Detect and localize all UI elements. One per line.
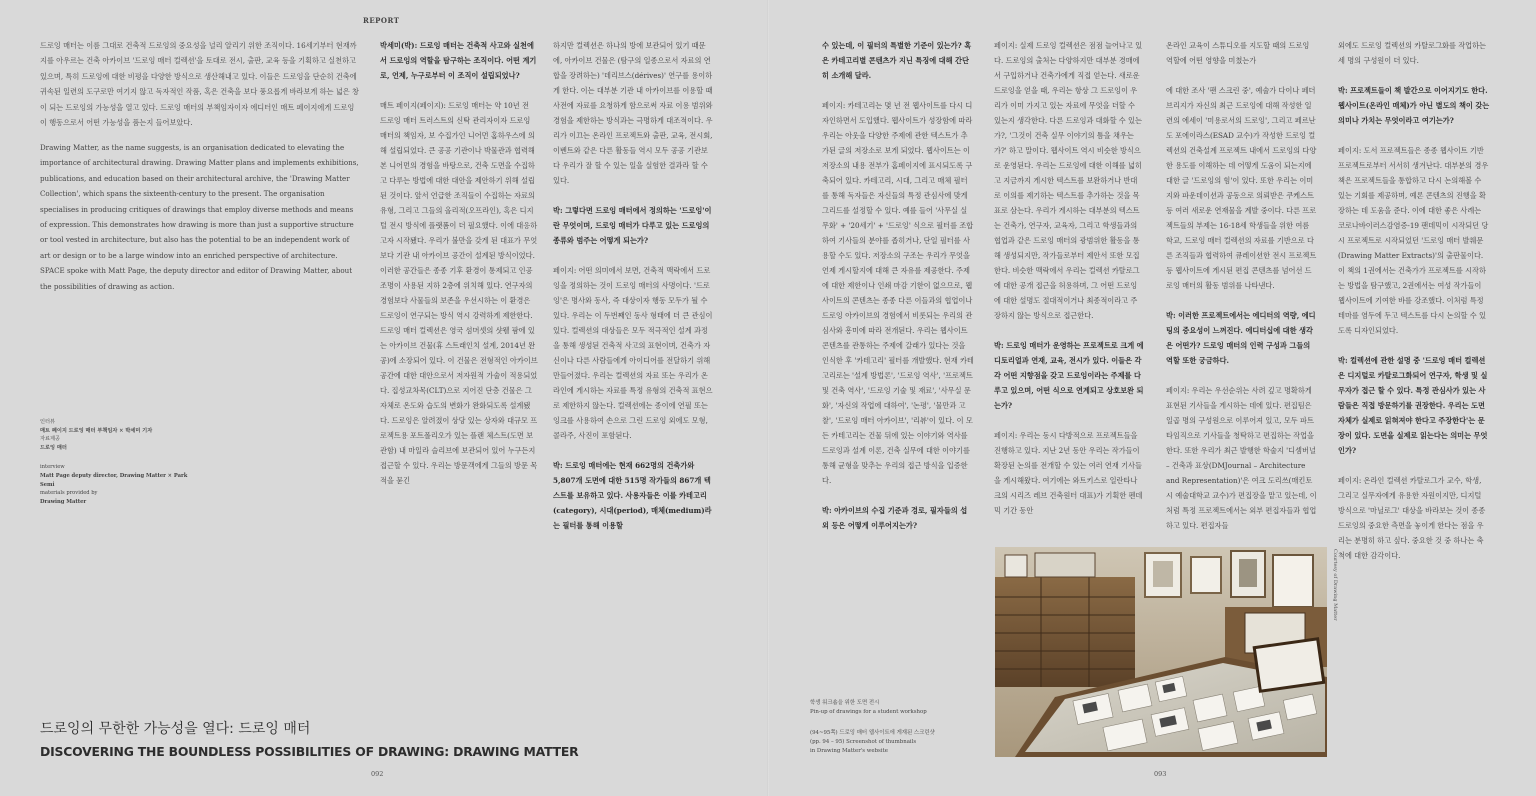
credits-block xyxy=(40,418,200,506)
caption-2-en-2: in Drawing Matter's website xyxy=(810,747,888,754)
answer-paragraph: 에 대한 조사 '팬 스크린 중', 예술가 다이나 페더브리지가 자신의 최근 드로잉에 대해 작성한 일련의 에세이 '미용로서의 드로잉', 그리고 페르난도 포에이라스(ESAD 교수)가 작성한 드로잉 컬렉션의 건축설계 프로젝트 내에서 드로잉의 다양한 용도를 이해하는 데 어떻게 도움이 되는지에 대한 글 '드로잉의 힘'이 있다. 또한 우리는 이미지와 파운데이션과 공동으로 의뢰받은 쿠케스트 등 여러 새로운 연재물을 계발 중이다. 다른 프로젝트들의 부제는 16-18세 학생들을 위한 여름 학교, 드로잉 매터 컬렉션의 자료를 기반으로 다른 조직들과 협력하여 큐레이션한 전시 프로젝트 등 웹사이트에 게시된 편집 콘텐츠를 넘어선 드로잉 매터의 활동 범위를 나타낸다. xyxy=(1166,86,1317,290)
answer-paragraph: 매트 페이지(페이지): 드로잉 매터는 약 10년 전 드로잉 매터 트러스트의 신탁 관리자이자 드로잉 매터의 책임자, 보 수집가인 니어먼 홈하우스에 의해 설립되었다. 큰 공공 기관이나 박물관과 협력해본 니어먼의 경험을 바탕으로, 건축 도면을 수집하고 다루는 방법에 대한 대안을 제안하기 위해 설립된 것이다. 앞서 언급한 조직들이 수집하는 자료의 유형, 그리고 그들의 올리적(오프라인), 혹은 디지털 전시 방식에 플랫폼이 더 필요했다. 이에 대응하고자 시작됐다. 우리가 불만을 갖게 된 대표가 무엇보다 기관 내 아카이브 공간이 설계된 방식이었다. 이러한 공간들은 종종 기후 환경이 통제되고 인공 조명이 사용된 지하 2층에 위치해 있다. 연구자의 경험보다 사물들의 보존을 우선시하는 이 환경은 드로잉이 연구되는 방식 역시 강력하게 제한한다. 드로잉 매터 컬렉션은 영국 섬머셋의 샷웰 팜에 있는 아카이브 건물(휴 스트래인치 설계, 2014년 완공)에 소장되어 있다. 이 건물은 전형적인 아카이브 공간에 대한 대안으로서 저자원적 가술이 적용되었다. 집성교차목(CLT)으로 지어진 단층 건물은 그 자체로 온도와 습도의 변화가 완화되도록 설계됐다. 드로잉은 알려졌이 상당 있는 상자와 대규모 프로젝트용 포트폴리오가 있는 플랜 체스트(도면 보관함) 내 마일라 슬리브에 보관되어 있어 누구든지 접근할 수 있다. 우리는 방문객에게 그들의 방문 목적을 묻긴 xyxy=(380,101,538,485)
credit-ko-people: 매트 페이지 드로잉 매터 부책임자 × 박세미 기자 xyxy=(40,427,153,434)
answer-paragraph: 하지만 컬렉션은 하나의 방에 보관되어 있기 때문에, 아카이브 건물은 (탐구의 일종으로서 자료의 연합을 장려하는) '데리브스(dérives)' 연구를 용이하게 한다. 이는 대부분 기관 내 아카이브를 이용할 때 사전에 자료를 요청하게 함으로써 자료 이용 범위와 경험을 제한하는 방식과는 극명하게 대조적이다. 우리가 이끄는 온라인 프로젝트와 출판, 교육, 전시회, 이벤트와 같은 다른 활동들 역시 모두 공공 기관보다 우리가 잘 할 수 있는 일을 실험한 결과라 할 수 있다. xyxy=(553,41,713,185)
credit-en-provider: Drawing Matter xyxy=(40,498,87,505)
answer-paragraph: 페이지: 도서 프로젝트들은 종종 웹사이트 기반 프로젝트로부터 서서히 생겨난다. 대부분의 경우 책은 프로젝트들을 통합하고 다시 논의해볼 수 있는 기회를 제공하며, 예론 콘텐츠의 진행을 확장하는 데 도움을 준다. 이에 대한 좋은 사례는 코로나바이러스감염증-19 팬데믹이 시작되던 당시 프로젝트로 시작되었던 '드로잉 매터 발췌문(Drawing Matter Extracts)'의 출판물이다. 이 책의 1권에서는 건축가가 프로젝트를 시작하는 방법을 탐구했고, 2권에서는 여성 작가들이 웹사이트에 기여한 바를 강조했다. 이처럼 특정 테마를 염두에 두고 텍스트를 다시 논의할 수 있도록 디자인되었다. xyxy=(1338,146,1489,335)
archive-room-photo xyxy=(995,547,1327,757)
photo-illustration xyxy=(995,547,1327,757)
spread-gutter xyxy=(767,0,769,796)
caption-2 xyxy=(810,729,970,755)
question-paragraph: 박: 그렇다면 드로잉 매터에서 정의하는 '드로잉'이란 무엇이며, 드로잉 매터가 다루고 있는 드로잉의 종류와 범주는 어떻게 되는가? xyxy=(553,206,712,245)
page-number-right: 093 xyxy=(1154,770,1167,778)
title-korean: 드로잉의 무한한 가능성을 열다: 드로잉 매터 xyxy=(40,721,311,737)
caption-1 xyxy=(810,699,970,717)
question-paragraph: 박: 아카이브의 수집 기준과 경로, 필자들의 섭외 등은 어떻게 이루어지는가? xyxy=(822,506,968,530)
caption-2-ko: (94~95쪽) 드로잉 매터 웹사이트에 게재된 스크린샷 xyxy=(810,730,935,736)
text-column-5 xyxy=(1166,38,1318,530)
caption-1-en: Pin-up of drawings for a student workshop xyxy=(810,708,927,715)
caption-2-en-1: (pp. 94 – 95) Screenshot of thumbnails xyxy=(810,738,917,745)
question-paragraph: 박: 프로젝트들이 책 발간으로 이어지기도 한다. 웹사이트(온라인 매체)가 아닌 별도의 책이 갖는 의미나 가치는 무엇이라고 여기는가? xyxy=(1338,86,1490,125)
answer-paragraph: 페이지: 우리는 동시 다방적으로 프로젝트들을 진행하고 있다. 지난 2년 동안 우리는 작가들이 확장된 논의를 전개할 수 있는 여러 연재 기사들을 게시해왔다. 여기에는 와트키스로 일란타나크의 시리즈 레브 건축원터 대표)가 기획한 펜데믹 기간 동안 xyxy=(994,431,1143,515)
question-paragraph: 박: 이러한 프로젝트에서는 에디터의 역량, 에디팅의 중요성이 느껴진다. 에디터십에 대한 생각은 어떤가? 드로잉 매터의 인력 구성과 그들의 역할 또한 궁금하다. xyxy=(1166,311,1316,365)
credit-en-people: Matt Page deputy director, Drawing Matter × Park Semi xyxy=(40,472,188,488)
answer-paragraph: 페이지: 실제 드로잉 컬렉션은 점점 늘어나고 있다. 드로잉의 출처는 다양하지만 대부분 경매에서 구입하거나 건축가에게 직접 얻는다. 새로운 드로잉을 얻을 때, 우리는 항상 그 드로잉이 우리가 이미 가지고 있는 자료에 무엇을 더할 수 있는지 생각한다. 다른 드로잉과 대화할 수 있는가?, '그것이 건축 실무 이야기의 틈을 채우는가?' 하고 말이다. 웹사이트 역시 비슷한 방식으로 운영된다. 우리는 드로잉에 대한 이해를 넓히고 지금까지 게시한 텍스트를 보완하거나 반대로 이의를 제기하는 텍스트를 추가하는 것을 목표로 삼는다. 우리가 게시하는 대부분의 텍스트는 건축가, 연구자, 교육자, 그리고 학생들과의 협업과 같은 드로잉 매터의 광범위한 활동을 통해 생성되지만, 작가들로부터 제안서 또한 모집한다. 비슷한 맥락에서 우리는 컬렉션 카탈로그에 대한 공개 접근을 허용하며, 그 어떤 드로잉에 대한 설명도 절대적이거나 최종적이라고 주장하지 않는 방식으로 접근한다. xyxy=(994,41,1143,320)
question-paragraph: 박: 드로잉 매터에는 현재 662명의 건축가와 5,807개 도면에 대한 515명 작가들의 867개 텍스트를 보유하고 있다. 사용자들은 이를 카테고리(category), 시대(period), 매체(medium)라는 필터를 통해 이용할 xyxy=(553,461,712,530)
question-paragraph: 박: 드로잉 매터가 운영하는 프로젝트로 크게 에디토리얼과 연재, 교육, 전시가 있다. 이들은 각각 어떤 지향점을 갖고 드로잉이라는 주제를 다루고 있으며, 어떤 식으로 연계되고 상호보완 되는가? xyxy=(994,341,1144,410)
caption-1-ko: 학생 워크숍을 위한 도면 전시 xyxy=(810,700,880,706)
credit-ko-provider: 드로잉 매터 xyxy=(40,444,67,451)
credit-en-label: interview xyxy=(40,464,65,471)
photo-credit: Courtesy of Drawing Matter xyxy=(1332,549,1338,621)
answer-paragraph: 온라인 교육이 스튜디오를 지도할 때의 드로잉 역할에 어떤 영향을 미쳤는가 xyxy=(1166,41,1310,65)
title-english: DISCOVERING THE BOUNDLESS POSSIBILITIES OF DRAWING: DRAWING MATTER xyxy=(40,744,579,759)
intro-english: Drawing Matter, as the name suggests, is an organisation dedicated to elevating the importance of architectural drawing. Drawing Matter plans and implements exhibitions, publications, and education based on their architectural archive, the 'Drawing Matter Collection', which spans the sixteenth-century to the present. The organisation specialises in producing critiques of drawings that employ diverse methods and means of expression. This demonstrates how drawing is more than just a supportive structure or tool vested in architecture, but also has the potential to be an independent work of art or design or to be a large window into an enriched perspective of architecture. SPACE spoke with Matt Page, the deputy director and editor of Drawing Matter, about the possibilities of drawing as action. xyxy=(40,143,359,291)
text-column-2 xyxy=(553,38,713,530)
answer-paragraph: 페이지: 어떤 의미에서 보면, 건축적 맥락에서 드로잉을 정의하는 것이 드로잉 매터의 사명이다. '드로잉'은 명사와 동사, 즉 대상이자 행동 모두가 될 수 있다. 우리는 이 두번째인 동사 형태에 더 큰 관심이 있다. 컬렉션의 대상들은 모두 적극적인 설계 과정을 통해 생성된 건축적 사고의 표현이며, 건축가 자신이나 다른 사람들에게 아이디어를 전달하기 위해 만들어졌다. 우리는 컬렉션의 자료 또는 우리가 온라인에 게시하는 자료를 특정 유형의 건축적 표현으로 제한하지 않는다. 컬렉션에는 종이에 연필 또는 잉크를 사용하여 손으로 그린 드로잉 외에도 모형, 콜라주, 사진이 포함된다. xyxy=(553,266,713,440)
answer-paragraph: 페이지: 온라인 컬렉션 카탈로그가 교수, 학생, 그리고 실무자에게 유용한 자원이지만, 디지털 방식으로 '마닐로그' 대상을 바라보는 것이 종종 드로잉의 중요한 측면을 놓이게 한다는 점을 우리는 분명히 하고 싶다. 중요한 것 중 하나는 축척에 대한 감각이다. xyxy=(1338,476,1486,560)
question-paragraph: 박세미(박): 드로잉 매터는 건축적 사고와 실천에서 드로잉의 역할을 탐구하는 조직이다. 어떤 계기로, 언제, 누구로부터 이 조직이 설립되었나? xyxy=(380,41,537,80)
question-paragraph: 박: 컬렉션에 관한 설명 중 '드로잉 매터 컬렉션은 디지털로 카탈로그화되어 연구자, 학생 및 실무자가 접근 할 수 있다. 특정 관심사가 있는 사람들은 직접 방문하기를 권장한다. 우리는 도면 자체가 실제로 읽혀져야 한다고 주장한다'는 문장이 있다. 도면을 실제로 읽는다는 의미는 무엇인가? xyxy=(1338,356,1488,455)
section-header: REPORT xyxy=(363,16,400,25)
text-column-1 xyxy=(380,38,538,520)
text-column-6 xyxy=(1338,38,1490,560)
page-number-left: 092 xyxy=(371,770,384,778)
intro-korean: 드로잉 매터는 이름 그대로 건축적 드로잉의 중요성을 널리 알리기 위한 조직이다. 16세기부터 현재까지를 아우르는 건축 아카이브 '드로잉 매터 컬렉션'을 토대로 전시, 출판, 교육 등을 기획하고 실천하고 있으며, 특히 드로잉에 대한 비평을 다양한 방식으로 생산해내고 있다. 이들은 드로잉을 단순히 건축에 귀속된 일련의 도구로만 여기지 않고 독자적인 작품, 혹은 건축을 보다 풍요롭게 바라보게 하는 넓은 창이 되는 드로잉의 가능성을 열고 있다. 드로잉 매터의 부책임자이자 에디터인 매트 페이지에게 드로잉이 행동으로서 어떤 가능성을 품는지 들어보았다. xyxy=(40,41,359,128)
question-paragraph: 수 있는데, 이 필터의 특별한 기준이 있는가? 혹은 카테고리별 콘텐츠가 지닌 특징에 대해 간단히 소개해 달라. xyxy=(822,41,972,80)
credit-ko-label: 인터뷰 xyxy=(40,419,56,425)
credit-en-provided-label: materials provided by xyxy=(40,490,98,497)
answer-paragraph: 페이지: 카테고리는 몇 년 전 웹사이트를 다시 디자인하면서 도입했다. 웹사이트가 성장함에 따라 우리는 아웃을 다양한 주제에 관한 텍스트가 추가된 글의 저장소로 보게 되었다. 웹사이트는 이 저장소의 내용 전부가 홈페이지에 표시되도록 구축되어 있다. 카테고리, 시대, 그리고 매체 필터를 통해 독자들은 자신들의 특정 관심사에 맞게 그리드를 설정할 수 있다. 예를 들어 '사무실 실무화' + '20세기' + '드로잉' 식으로 필터를 조합하여 기사들의 분야를 좁히거나, 단일 필터를 사용할 수도 있다. 저장소의 구조는 우리가 무엇을 언제 게시할지에 대해 큰 자유를 제공한다. 주제에 대한 제한이나 인쇄 마감 기한이 없으므로, 웹사이트의 콘텐츠는 종종 다른 이들과의 협업이나 드로잉 아카이브의 경험에서 비롯되는 우리의 관심사와 흥미에 따라 전개된다. 우리는 웹사이트 콘텐츠를 관통하는 주제에 갈래가 있다는 것을 인식한 후 '카테고리' 필터를 개발했다. 현재 카테고리로는 '설계 방법론', '드로잉 역사', '프로젝트 및 건축 역사', '드로잉 기술 및 재료', '사무실 문화', '자신의 작업에 대하여', '논평', '물만과 고찰', '드로잉 매터 아카이브', '리뷰'이 있다. 이 모든 카테고리는 건물 뒤에 있는 이야기와 역사를 드로잉과 설계 이론, 건축 실무에 대한 이야기를 통해 균형을 맞추는 우리의 접근 방식을 입증한다. xyxy=(822,101,974,485)
credit-ko-provided-label: 자료제공 xyxy=(40,436,61,443)
answer-paragraph: 페이지: 우리는 우선순위는 사려 깊고 명확하게 표현된 기사들을 게시하는 데에 있다. 편집팀은 일곱 명의 구성원으로 이루어져 있고, 모두 파트타임직으로 기사들을 청탁하고 편집하는 작업을 한다. 또한 우리가 최근 발행한 학술지 '디셈버널 – 건축과 표상(DMJournal – Architecture and Representation)'은 여크 도리쓰(매킨토시 예술대학교 교수)가 편집장을 맡고 있는데, 이처럼 특정 프로젝트에서는 외부 편집자들과 협업하고 있다. 편집자들 xyxy=(1166,386,1317,530)
answer-paragraph: 외에도 드로잉 컬렉션의 카탈로그화를 작업하는 세 명의 구성원이 더 있다. xyxy=(1338,41,1487,65)
text-column-3 xyxy=(822,38,974,530)
text-column-4 xyxy=(994,38,1144,515)
